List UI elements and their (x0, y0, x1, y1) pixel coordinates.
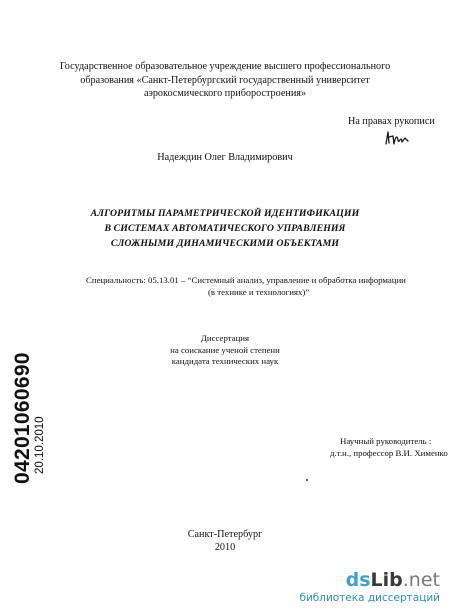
dissertation-degree-block (0, 333, 450, 368)
dissertation-line-1: Диссертация (200, 333, 250, 343)
advisor-block (330, 436, 448, 459)
watermark-logo: dsLib.net (345, 569, 440, 591)
specialty-block (86, 275, 406, 298)
title-line-2: В СИСТЕМАХ АВТОМАТИЧЕСКОГО УПРАВЛЕНИЯ (104, 223, 346, 234)
institution-block (0, 60, 450, 101)
advisor-name: д.т.н., профессор В.И. Хименко (330, 447, 448, 458)
dissertation-title (0, 206, 450, 251)
specialty-line-2: (в технике и технологиях)” (208, 286, 310, 297)
year: 2010 (214, 542, 236, 553)
dslib-watermark (290, 570, 440, 610)
advisor-label: Научный руководитель : (340, 436, 432, 446)
place-and-year (0, 528, 450, 554)
city: Санкт-Петербург (187, 529, 263, 540)
author-name: Надеждин Олег Владимирович (157, 152, 293, 163)
institution-line-3: аэрокосмического приборостроения» (143, 88, 307, 100)
library-stamp-code: 04201060690 (11, 352, 34, 484)
signature-icon (383, 128, 411, 150)
library-stamp-date: 20.10.2010 (34, 416, 46, 474)
specialty-line-1: Специальность: 05.13.01 – “Системный анализ, управление и обработка информации (86, 275, 406, 285)
dissertation-line-3: кандидата технических наук (171, 356, 279, 366)
stray-dot (306, 479, 308, 481)
institution-line-1: Государственное образовательное учреждение высшего профессионального (59, 61, 391, 72)
manuscript-note: На правах рукописи (348, 116, 435, 127)
title-line-1: АЛГОРИТМЫ ПАРАМЕТРИЧЕСКОЙ ИДЕНТИФИКАЦИИ (90, 208, 360, 219)
dissertation-line-2: на соискание ученой степени (170, 344, 280, 355)
library-stamp (12, 352, 47, 484)
institution-line-2: образования «Санкт-Петербургский государственный университет (80, 74, 370, 86)
title-line-3: СЛОЖНЫМИ ДИНАМИЧЕСКИМИ ОБЪЕКТАМИ (110, 238, 340, 249)
watermark-subtitle: библиотека диссертаций (299, 592, 440, 604)
